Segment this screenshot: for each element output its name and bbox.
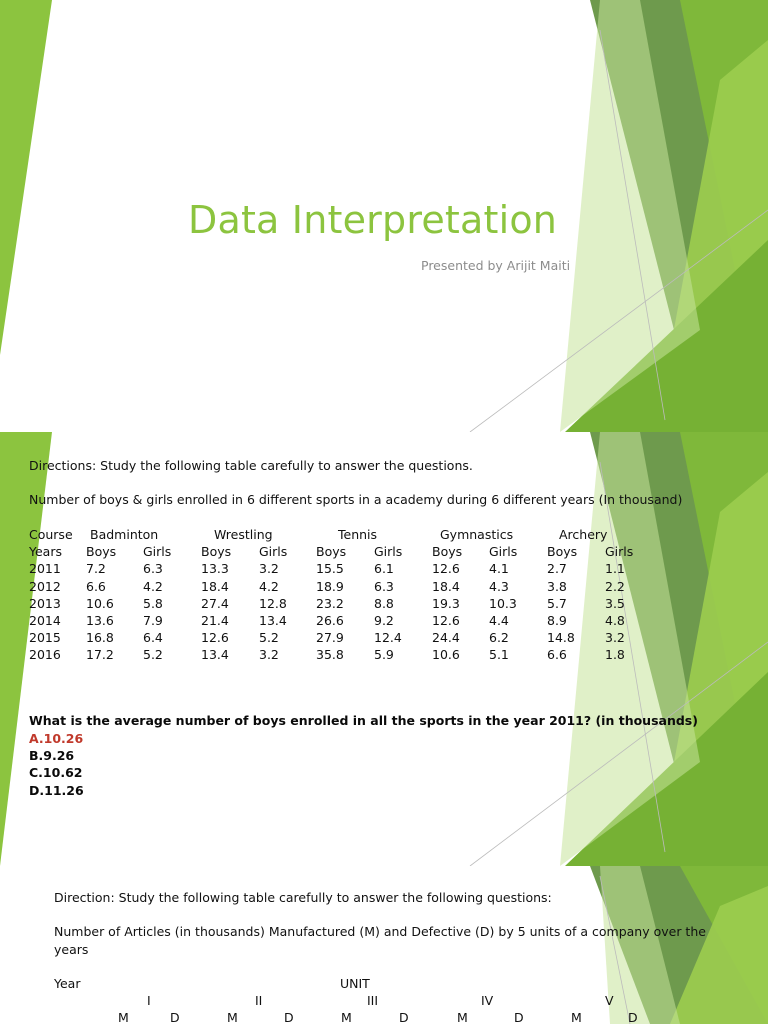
table-cell-year: 2014 — [29, 612, 61, 628]
table-cell: 13.3 — [201, 561, 229, 577]
subheader-girls: Girls — [259, 544, 288, 560]
table-cell: 27.4 — [201, 595, 229, 611]
table-cell-year: 2016 — [29, 647, 61, 663]
table-cell: 4.3 — [489, 578, 509, 594]
table-cell: 6.3 — [143, 561, 163, 577]
table-cell: 21.4 — [201, 612, 229, 628]
table-cell: 4.1 — [489, 561, 509, 577]
col-m: M — [227, 1010, 238, 1024]
unit-label: UNIT — [340, 976, 370, 991]
col-d: D — [514, 1010, 524, 1024]
table-cell: 23.2 — [316, 595, 344, 611]
table-cell: 5.9 — [374, 647, 394, 663]
option-c[interactable]: C.10.62 — [29, 765, 83, 780]
directions-text: Direction: Study the following table carefully to answer the following questions: — [54, 890, 552, 905]
table-cell: 12.8 — [259, 595, 287, 611]
table-caption-line2: years — [54, 942, 89, 957]
header-archery: Archery — [559, 527, 608, 542]
table-cell: 12.6 — [432, 612, 460, 628]
table-cell: 6.1 — [374, 561, 394, 577]
subheader-girls: Girls — [374, 544, 403, 560]
table-caption: Number of boys & girls enrolled in 6 different sports in a academy during 6 different years (In thousand) — [29, 492, 683, 507]
units-table-header — [0, 976, 768, 1024]
table-cell: 7.2 — [86, 561, 106, 577]
subheader-years: Years — [29, 544, 62, 560]
subheader-boys: Boys — [316, 544, 347, 560]
subheader-girls: Girls — [605, 544, 634, 560]
subheader-girls: Girls — [489, 544, 518, 560]
table-cell: 10.3 — [489, 595, 517, 611]
table-cell: 6.3 — [374, 578, 394, 594]
col-d: D — [284, 1010, 294, 1024]
table-cell: 4.2 — [259, 578, 279, 594]
table-cell: 26.6 — [316, 612, 344, 628]
table-cell: 5.2 — [143, 647, 163, 663]
table-cell: 6.4 — [143, 630, 163, 646]
table-cell: 13.6 — [86, 612, 114, 628]
unit-iv: IV — [481, 993, 494, 1008]
table-cell: 15.5 — [316, 561, 344, 577]
col-d: D — [628, 1010, 638, 1024]
table-cell: 12.4 — [374, 630, 402, 646]
table-cell: 17.2 — [86, 647, 114, 663]
subheader-girls: Girls — [143, 544, 172, 560]
table-cell: 14.8 — [547, 630, 575, 646]
table-cell: 3.8 — [547, 578, 567, 594]
table-cell: 10.6 — [432, 647, 460, 663]
col-m: M — [457, 1010, 468, 1024]
table-cell: 7.9 — [143, 612, 163, 628]
table-cell: 9.2 — [374, 612, 394, 628]
directions-text: Directions: Study the following table carefully to answer the questions. — [29, 458, 473, 473]
col-d: D — [399, 1010, 409, 1024]
table-cell: 3.5 — [605, 595, 625, 611]
table-cell: 3.2 — [605, 630, 625, 646]
header-gymnastics: Gymnastics — [440, 527, 514, 542]
col-m: M — [571, 1010, 582, 1024]
title-slide — [0, 0, 768, 432]
unit-iii: III — [367, 993, 379, 1008]
table-cell: 5.2 — [259, 630, 279, 646]
table-cell: 13.4 — [201, 647, 229, 663]
header-course: Course — [29, 527, 73, 542]
table-cell: 2.7 — [547, 561, 567, 577]
table-cell: 18.4 — [201, 578, 229, 594]
table-cell: 6.2 — [489, 630, 509, 646]
table-cell: 35.8 — [316, 647, 344, 663]
slide-subtitle: Presented by Arijit Maiti — [421, 258, 571, 273]
table-cell: 8.8 — [374, 595, 394, 611]
unit-v: V — [605, 993, 614, 1008]
question-text: What is the average number of boys enrolled in all the sports in the year 2011? (in thousands) — [29, 713, 698, 728]
table-cell-year: 2012 — [29, 578, 61, 594]
table-cell: 2.2 — [605, 578, 625, 594]
table-cell: 5.7 — [547, 595, 567, 611]
option-b[interactable]: B.9.26 — [29, 748, 75, 763]
table-cell-year: 2015 — [29, 630, 61, 646]
table-cell: 27.9 — [316, 630, 344, 646]
subheader-boys: Boys — [201, 544, 232, 560]
left-accent-triangle — [0, 0, 52, 355]
unit-ii: II — [255, 993, 263, 1008]
table-cell: 8.9 — [547, 612, 567, 628]
table-cell: 6.6 — [547, 647, 567, 663]
table-cell: 1.1 — [605, 561, 625, 577]
option-d[interactable]: D.11.26 — [29, 783, 84, 798]
col-m: M — [341, 1010, 352, 1024]
table-cell: 5.8 — [143, 595, 163, 611]
table-cell: 19.3 — [432, 595, 460, 611]
subheader-boys: Boys — [86, 544, 117, 560]
header-tennis: Tennis — [338, 527, 378, 542]
table-cell-year: 2011 — [29, 561, 61, 577]
table-cell: 3.2 — [259, 561, 279, 577]
table-cell: 18.4 — [432, 578, 460, 594]
table-cell: 1.8 — [605, 647, 625, 663]
subheader-boys: Boys — [547, 544, 578, 560]
table-cell: 4.4 — [489, 612, 509, 628]
table-cell: 10.6 — [86, 595, 114, 611]
header-badminton: Badminton — [90, 527, 159, 542]
table-cell: 16.8 — [86, 630, 114, 646]
table-cell: 3.2 — [259, 647, 279, 663]
table-cell: 12.6 — [201, 630, 229, 646]
table-cell: 6.6 — [86, 578, 106, 594]
table-caption-line1: Number of Articles (in thousands) Manufactured (M) and Defective (D) by 5 units of a company over the — [54, 924, 706, 939]
year-label: Year — [54, 976, 81, 991]
table-cell-year: 2013 — [29, 595, 61, 611]
table-cell: 12.6 — [432, 561, 460, 577]
table-cell: 4.2 — [143, 578, 163, 594]
col-d: D — [170, 1010, 180, 1024]
table-cell: 4.8 — [605, 612, 625, 628]
table-cell: 24.4 — [432, 630, 460, 646]
unit-i: I — [147, 993, 151, 1008]
subheader-boys: Boys — [432, 544, 463, 560]
header-wrestling: Wrestling — [214, 527, 273, 542]
table-cell: 5.1 — [489, 647, 509, 663]
slide-title: Data Interpretation — [188, 198, 558, 242]
table-cell: 13.4 — [259, 612, 287, 628]
table-cell: 18.9 — [316, 578, 344, 594]
col-m: M — [118, 1010, 129, 1024]
units-slide — [0, 866, 768, 1024]
option-a[interactable]: A.10.26 — [29, 731, 84, 746]
